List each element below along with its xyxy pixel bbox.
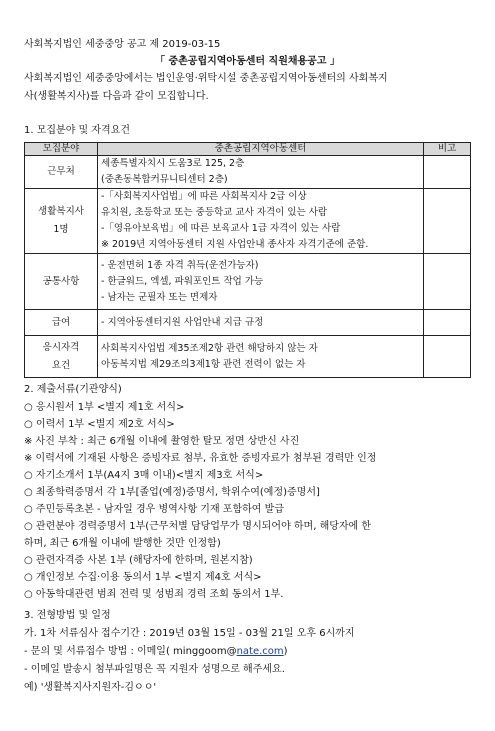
row-content-line: 세종특별자치시 도움3로 125, 2층: [101, 158, 245, 169]
row-content: [98, 254, 424, 310]
notice-number: 사회복지법인 세중중앙 공고 제 2019-03-15: [24, 39, 221, 50]
row-label: 생활복지사 1명: [25, 189, 98, 254]
table-row: [25, 254, 471, 310]
page-title: 「 중촌공립지역아동센터 직원채용공고 」: [154, 56, 340, 67]
list-item: ○ 최종학력증명서 각 1부[졸업(예정)증명서, 학위수여(예정)증명서]: [24, 487, 320, 498]
list-item: ○ 이력서 1부 <별지 제2호 서식>: [24, 419, 175, 430]
row-content-line: ※ 2019년 지역아동센터 지원 사업안내 종사자 자격기준에 준함.: [101, 239, 369, 250]
schedule-line-3: - 이메일 발송시 첨부파일명은 꼭 지원자 성명으로 해주세요.: [24, 664, 285, 675]
row-content-line: - 지역아동센터지원 사업안내 지급 규정: [101, 316, 264, 328]
table-header-row: [25, 143, 471, 156]
table-row: [25, 189, 471, 254]
row-label: 근무처: [25, 156, 98, 189]
section2-heading: 2. 제출서류(기관양식): [24, 384, 122, 395]
contact-suffix: ): [283, 646, 288, 657]
row-content-line: (중촌동복합커뮤니티센터 2층): [101, 174, 228, 185]
row-note: [424, 189, 471, 254]
intro-line-1: 사회복지법인 세중중앙에서는 법인운영·위탁시설 중촌공립지역아동센터의 사회복지: [24, 73, 388, 84]
table-row: [25, 156, 471, 189]
table-header-cell: 중촌공립지역아동센터: [98, 143, 424, 156]
table-row: [25, 310, 471, 336]
row-label: 급여: [25, 310, 98, 336]
list-item: ○ 아동학대관련 범죄 전력 및 성범죄 경력 조회 동의서 1부.: [24, 589, 284, 600]
row-content-line: - 운전면허 1종 자격 취득(운전가능자): [101, 259, 259, 271]
row-content: [98, 336, 424, 378]
row-content-line: - 한글워드, 엑셀, 파워포인트 작업 가능: [101, 275, 264, 287]
section1-heading: 1. 모집분야 및 자격요건: [24, 125, 131, 136]
row-label: 공통사항: [25, 254, 98, 310]
schedule-line-4: 예) '생활복지사지원자-김ㅇㅇ': [24, 682, 157, 693]
row-note: [424, 254, 471, 310]
row-note: [424, 336, 471, 378]
email-link[interactable]: nate.com: [236, 646, 284, 657]
schedule-line-2: [24, 645, 288, 658]
section3-heading: 3. 전형방법 및 일정: [24, 610, 111, 621]
list-item: ※ 사진 부착 : 최근 6개월 이내에 촬영한 탈모 정면 상반신 사진: [24, 436, 300, 447]
table-row: [25, 336, 471, 378]
row-content: [98, 189, 424, 254]
list-item: ○ 관련자격증 사본 1부 (해당자에 한하며, 원본지참): [24, 555, 253, 566]
row-content-line: 유치원, 초등학교 또는 중등학교 교사 자격이 있는 사람: [101, 207, 328, 218]
row-note: [424, 156, 471, 189]
row-note: [424, 310, 471, 336]
list-item: ○ 주민등록초본 - 남자일 경우 병역사항 기재 포함하여 발급: [24, 504, 284, 515]
list-item: 하며, 최근 6개월 이내에 발행한 것만 인정함): [24, 538, 221, 549]
list-item: ○ 관련분야 경력증명서 1부(근무처별 담당업무가 명시되어야 하며, 해당자에 한: [24, 521, 372, 532]
schedule-line-1: 가. 1차 서류심사 접수기간 : 2019년 03월 15일 - 03월 21일 오후 6시까지: [24, 628, 355, 639]
row-content-line: - 남자는 군필자 또는 면제자: [101, 291, 218, 303]
table-header-cell: 모집분야: [25, 143, 98, 156]
row-content-line: 아동복지법 제29조의3제1항 관련 전력이 없는 자: [101, 358, 306, 370]
row-content: [98, 156, 424, 189]
row-content-line: -「영유아보육법」에 따른 보육교사 1급 자격이 있는 사람: [101, 223, 341, 234]
intro-line-2: 사(생활복지사)를 다음과 같이 모집합니다.: [24, 91, 209, 102]
list-item: ○ 개인정보 수집·이용 동의서 1부 <별지 제4호 서식>: [24, 572, 262, 583]
list-item: ※ 이력서에 기재된 사항은 증빙자료 첨부, 유효한 증빙자료가 첨부된 경력만 인정: [24, 453, 377, 464]
list-item: ○ 자기소개서 1부(A4지 3매 이내)<별지 제3호 서식>: [24, 470, 264, 481]
table-header-cell: 비고: [424, 143, 471, 156]
row-content-line: -「사회복지사업법」에 따른 사회복지사 2급 이상: [101, 191, 307, 202]
recruitment-table: [24, 142, 471, 378]
row-label: 응시자격 요건: [25, 336, 98, 378]
row-content: [98, 310, 424, 336]
row-content-line: 사회복지사업법 제35조제2항 관련 해당하지 않는 자: [101, 342, 318, 354]
list-item: ○ 응시원서 1부 <별지 제1호 서식>: [24, 402, 185, 413]
contact-prefix: - 문의 및 서류접수 방법 : 이메일( minggoom@: [24, 646, 237, 657]
